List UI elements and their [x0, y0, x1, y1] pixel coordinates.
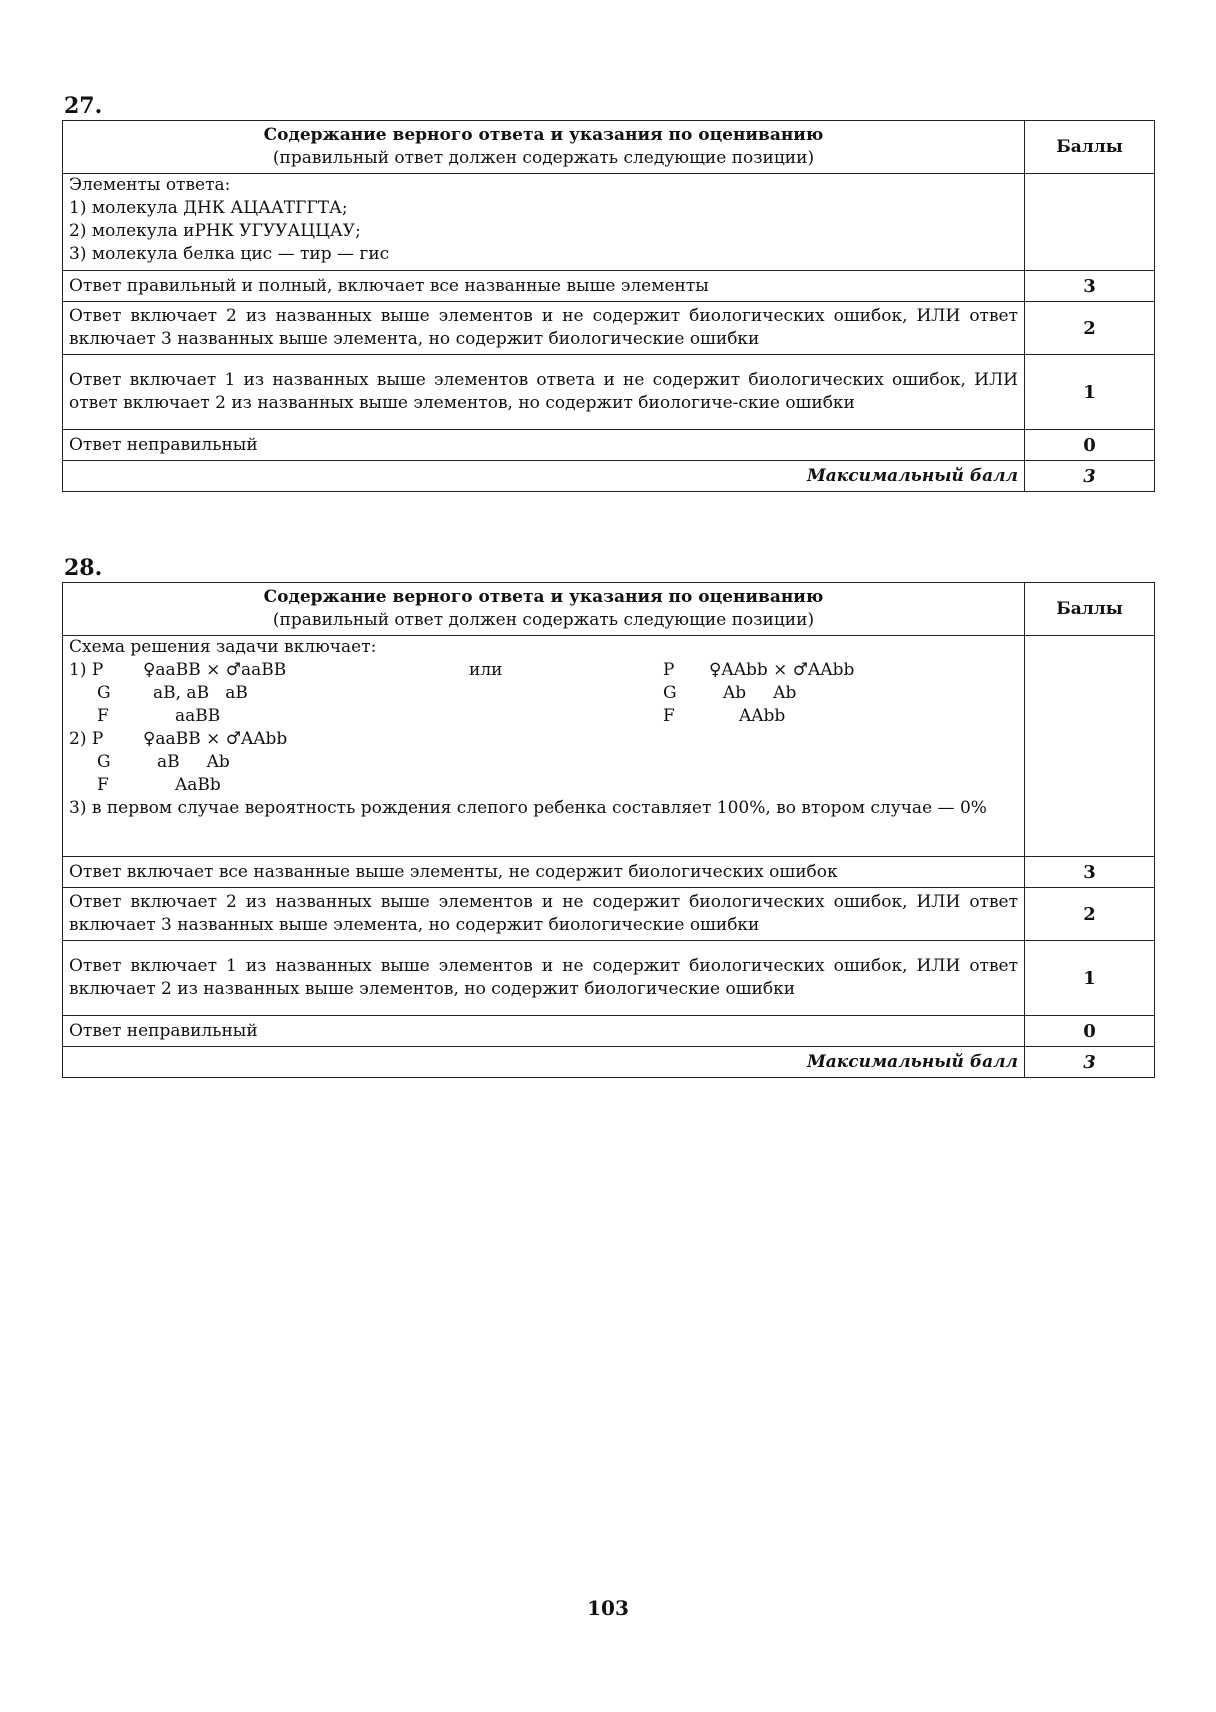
- scheme-2-g-label: G: [97, 752, 111, 772]
- criterion-score: 1: [1025, 941, 1155, 1016]
- content-header-title: Содержание верного ответа и указания по оцениванию: [263, 125, 824, 145]
- task-27: [62, 92, 1154, 492]
- criterion-row: [63, 271, 1155, 302]
- alt-scheme-f-label: F: [663, 706, 675, 726]
- scheme-2-p-cross: ♀aaBB × ♂AAbb: [143, 729, 288, 749]
- content-header: [63, 583, 1025, 636]
- max-score-row: [63, 1047, 1155, 1078]
- scheme-1-p-line: [69, 659, 1018, 682]
- criterion-text: Ответ включает 1 из названных выше элементов ответа и не содержит биологических ошибок, ИЛИ ответ включает 2 из названных выше элементов, но содержит биологиче-ские ошибки: [63, 355, 1025, 430]
- max-score-label: Максимальный балл: [63, 1047, 1025, 1078]
- criterion-text: Ответ включает 2 из названных выше элементов и не содержит биологических ошибок, ИЛИ ответ включает 3 названных выше элемента, но содержит биологические ошибки: [63, 888, 1025, 941]
- answer-elements-row: [63, 636, 1155, 857]
- content-header-subtitle: (правильный ответ должен содержать следующие позиции): [272, 610, 815, 630]
- task-28: [62, 554, 1154, 1078]
- max-score-row: [63, 461, 1155, 492]
- criterion-text: Ответ включает 1 из названных выше элементов и не содержит биологических ошибок, ИЛИ ответ включает 2 из названных выше элементов, но содержит биологические ошибки: [63, 941, 1025, 1016]
- empty-score-cell: [1025, 174, 1155, 271]
- element-2: 2) молекула иРНК УГУУАЦЦАУ;: [69, 221, 361, 241]
- content-header-subtitle: (правильный ответ должен содержать следующие позиции): [272, 148, 815, 168]
- task-number: 28.: [64, 555, 103, 581]
- criterion-score: 3: [1025, 857, 1155, 888]
- scheme-1-g-value: aB, aB aB: [153, 683, 248, 703]
- scheme-1-f-value: aaBB: [175, 706, 221, 726]
- scheme-1-p-cross: ♀aaBB × ♂aaBB: [143, 660, 287, 680]
- scheme-1-g-label: G: [97, 683, 111, 703]
- element-1: 1) молекула ДНК АЦААТГГТА;: [69, 198, 348, 218]
- score-header: Баллы: [1025, 583, 1155, 636]
- criterion-row: [63, 941, 1155, 1016]
- alt-scheme-p-cross: ♀AAbb × ♂AAbb: [709, 660, 855, 680]
- page-number: 103: [587, 1596, 629, 1620]
- score-header: Баллы: [1025, 121, 1155, 174]
- criterion-text: Ответ правильный и полный, включает все названные выше элементы: [63, 271, 1025, 302]
- criterion-score: 2: [1025, 888, 1155, 941]
- empty-score-cell: [1025, 636, 1155, 857]
- content-header: [63, 121, 1025, 174]
- scheme-2-g-value: aB Ab: [157, 752, 230, 772]
- criterion-score: 3: [1025, 271, 1155, 302]
- scheme-2-g-line: [69, 751, 1018, 774]
- scheme-or: или: [469, 660, 503, 680]
- scheme-2-p-label: 2) P: [69, 729, 104, 749]
- scheme-2-f-label: F: [97, 775, 109, 795]
- scheme-2-f-value: AaBb: [175, 775, 221, 795]
- criterion-score: 2: [1025, 302, 1155, 355]
- criterion-row: [63, 1016, 1155, 1047]
- element-3: 3) в первом случае вероятность рождения слепого ребенка составляет 100%, во втором случае — 0%: [69, 798, 987, 818]
- table-header-row: [63, 121, 1155, 174]
- scheme-1-g-line: [69, 682, 1018, 705]
- task-number: 27.: [64, 93, 103, 119]
- content-header-title: Содержание верного ответа и указания по оцениванию: [263, 587, 824, 607]
- scheme-1-p-label: 1) P: [69, 660, 104, 680]
- criterion-row: [63, 430, 1155, 461]
- elements-heading: Элементы ответа:: [69, 175, 231, 195]
- criterion-text: Ответ неправильный: [63, 1016, 1025, 1047]
- criterion-row: [63, 857, 1155, 888]
- max-score-label: Максимальный балл: [63, 461, 1025, 492]
- alt-scheme-p-label: P: [663, 660, 675, 680]
- criterion-score: 1: [1025, 355, 1155, 430]
- alt-scheme-g-label: G: [663, 683, 677, 703]
- table-header-row: [63, 583, 1155, 636]
- max-score-value: 3: [1025, 461, 1155, 492]
- scheme-1-f-line: [69, 705, 1018, 728]
- criterion-text: Ответ включает все названные выше элементы, не содержит биологических ошибок: [63, 857, 1025, 888]
- criterion-row: [63, 302, 1155, 355]
- grading-table: [62, 120, 1155, 492]
- answer-elements: [63, 636, 1025, 857]
- criterion-text: Ответ включает 2 из названных выше элементов и не содержит биологических ошибок, ИЛИ ответ включает 3 названных выше элемента, но содержит биологические ошибки: [63, 302, 1025, 355]
- element-3: 3) молекула белка цис — тир — гис: [69, 244, 390, 264]
- criterion-text: Ответ неправильный: [63, 430, 1025, 461]
- answer-elements-row: [63, 174, 1155, 271]
- criterion-score: 0: [1025, 1016, 1155, 1047]
- scheme-2-p-line: [69, 728, 1018, 751]
- scheme-intro: Схема решения задачи включает:: [69, 637, 377, 657]
- scheme-2-f-line: [69, 774, 1018, 797]
- grading-table: [62, 582, 1155, 1078]
- criterion-score: 0: [1025, 430, 1155, 461]
- criterion-row: [63, 888, 1155, 941]
- max-score-value: 3: [1025, 1047, 1155, 1078]
- answer-elements: [63, 174, 1025, 271]
- scheme-1-f-label: F: [97, 706, 109, 726]
- alt-scheme-f-value: AAbb: [739, 706, 786, 726]
- alt-scheme-g-value: Ab Ab: [723, 683, 797, 703]
- criterion-row: [63, 355, 1155, 430]
